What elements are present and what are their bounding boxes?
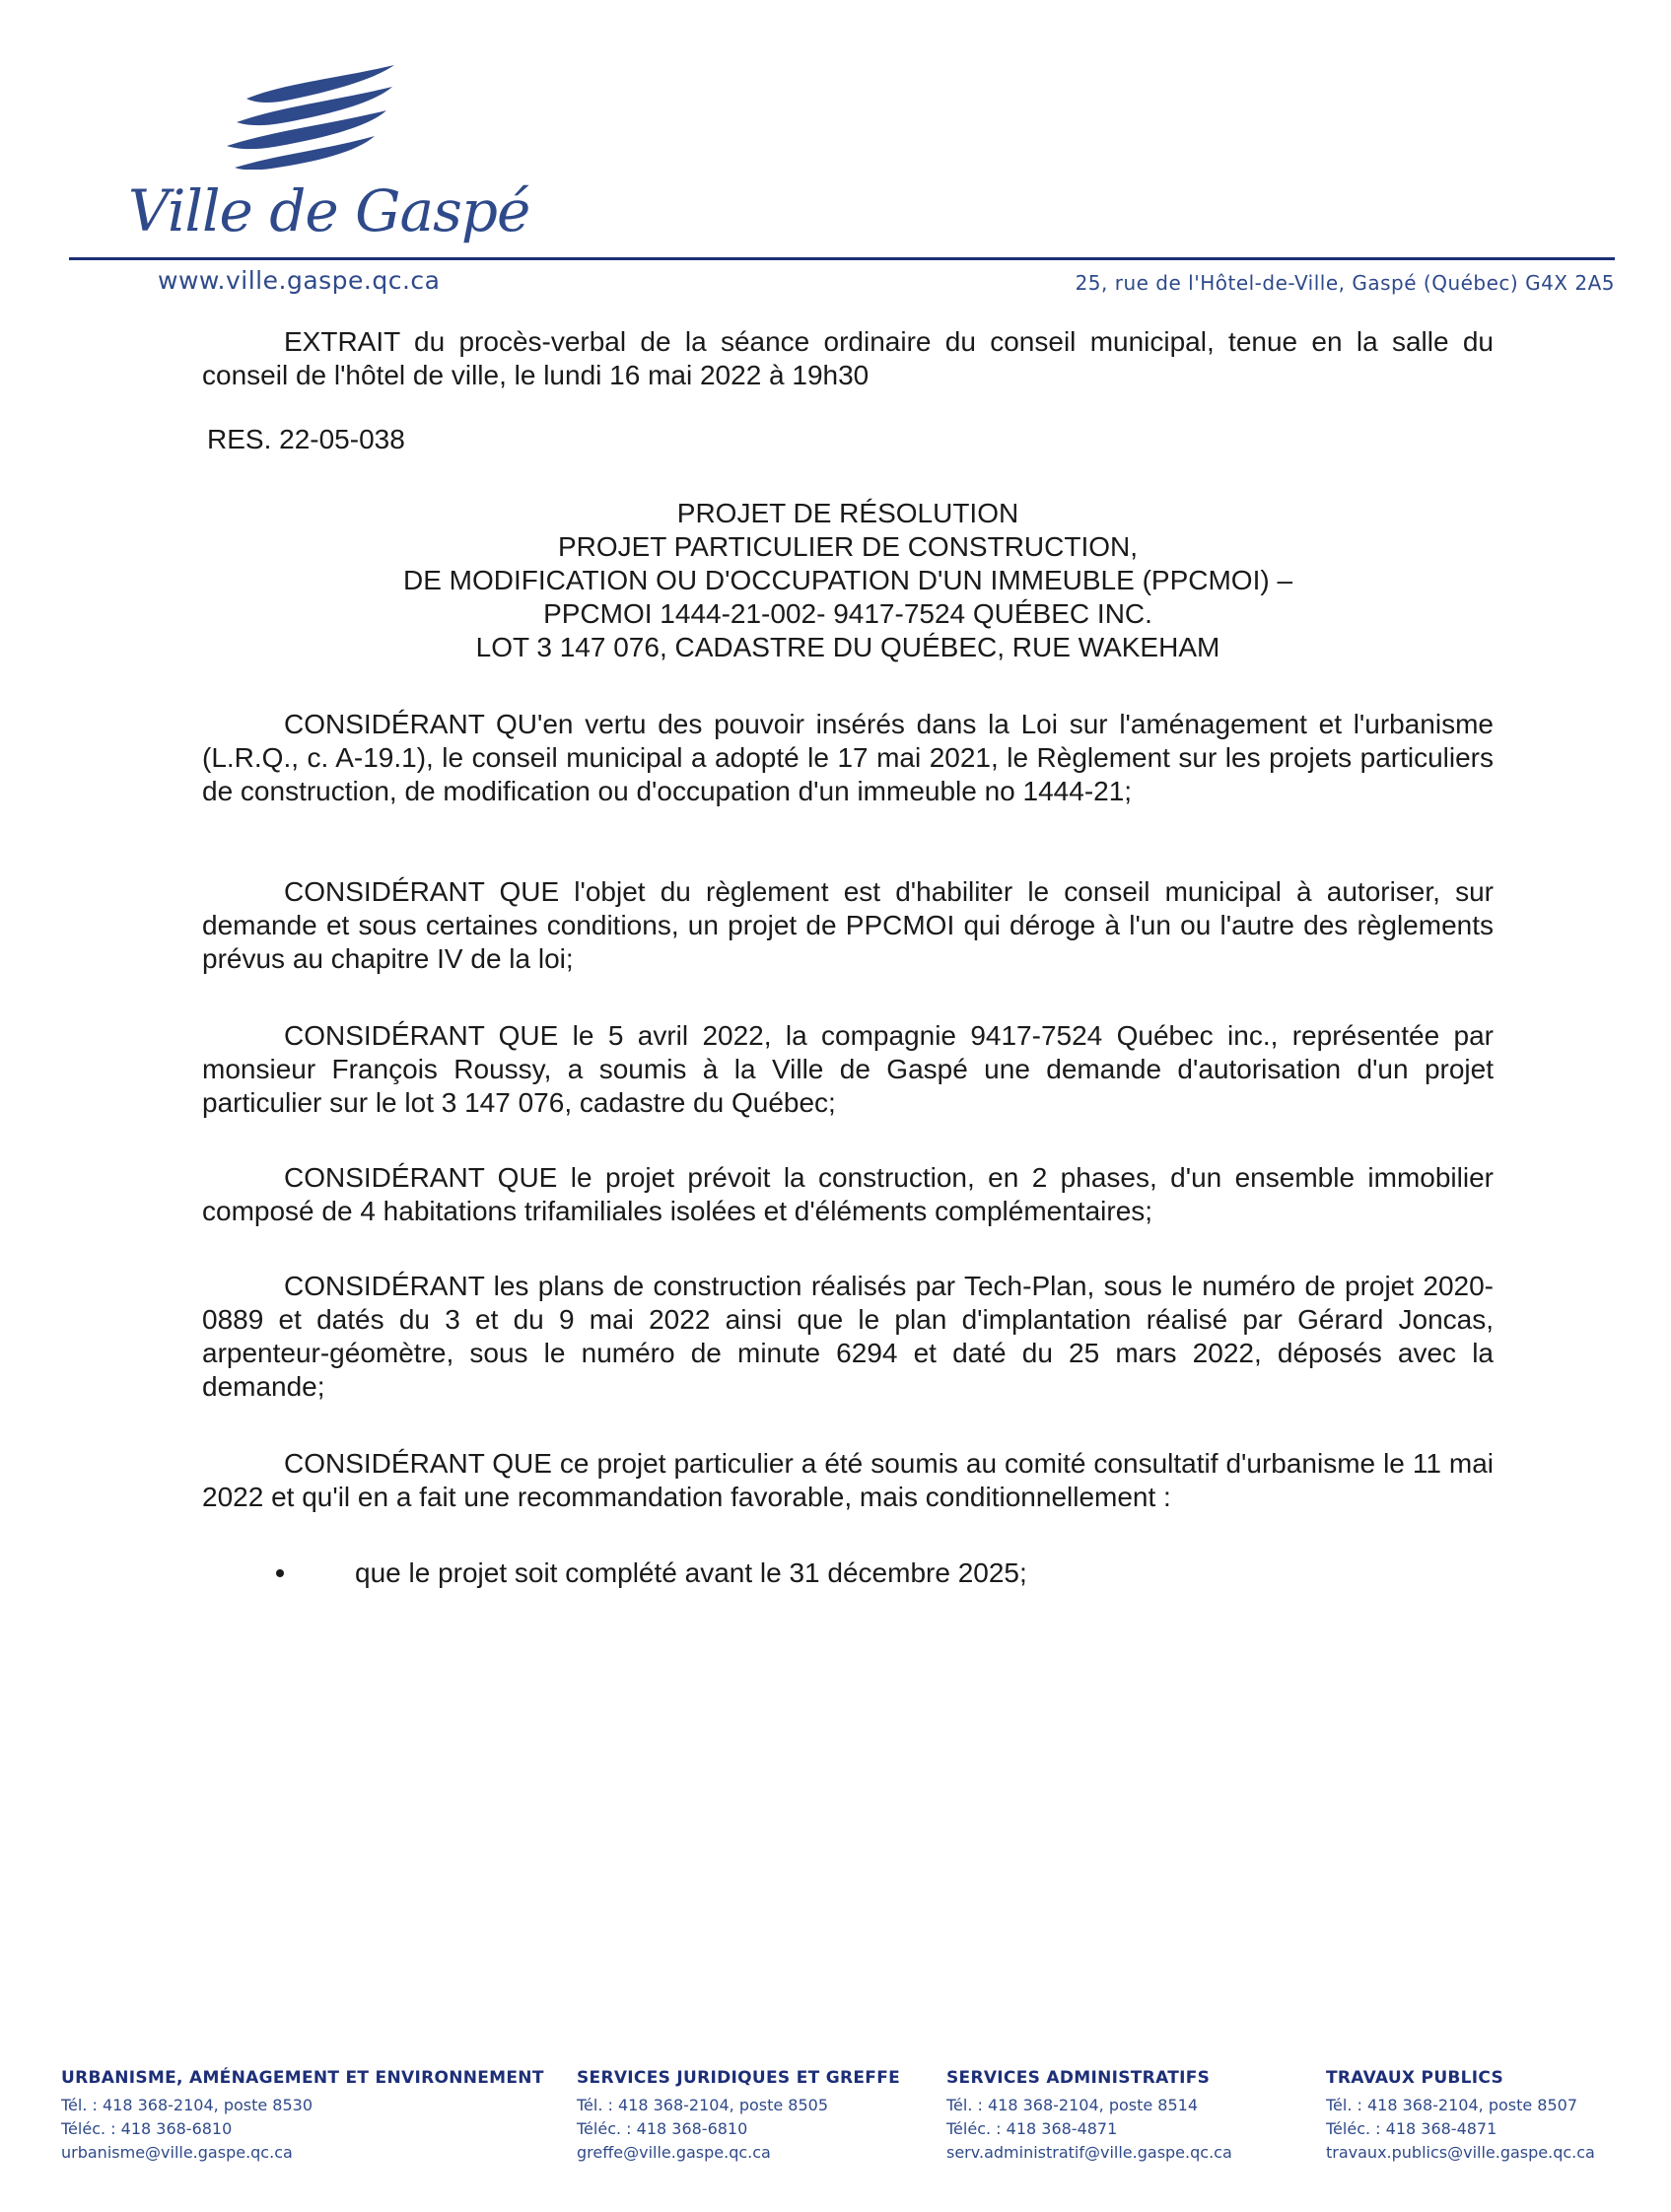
- department-email[interactable]: urbanisme@ville.gaspe.qc.ca: [61, 2143, 293, 2162]
- title-line: LOT 3 147 076, CADASTRE DU QUÉBEC, RUE WAKEHAM: [475, 632, 1220, 662]
- footer-department: [577, 2068, 900, 2165]
- footer-department: [1326, 2068, 1595, 2165]
- resolution-title: [202, 497, 1494, 664]
- footer-department: [61, 2068, 544, 2165]
- department-phone: Tél. : 418 368-2104, poste 8507: [1326, 2096, 1578, 2114]
- consideration-paragraph: CONSIDÉRANT QU'en vertu des pouvoir insérés dans la Loi sur l'aménagement et l'urbanisme (L.R.Q., c. A-19.1), le conseil municipal a adopté le 17 mai 2021, le Règlement sur les projets particuliers de construction, de modification ou d'occupation d'un immeuble no 1444-21;: [202, 709, 1494, 806]
- condition-list-item: [276, 1557, 1027, 1589]
- resolution-number: RES. 22-05-038: [207, 424, 405, 454]
- department-phone: Tél. : 418 368-2104, poste 8505: [577, 2096, 829, 2114]
- department-fax: Téléc. : 418 368-4871: [946, 2119, 1118, 2138]
- wave-logo-icon: [227, 61, 404, 170]
- footer: [0, 2068, 1671, 2177]
- header-divider: [69, 257, 1615, 260]
- department-name: SERVICES JURIDIQUES ET GREFFE: [577, 2068, 901, 2088]
- footer-department: [946, 2068, 1232, 2165]
- title-line: PROJET PARTICULIER DE CONSTRUCTION,: [557, 531, 1139, 562]
- city-logo: [123, 61, 530, 258]
- consideration-paragraph: CONSIDÉRANT QUE le 5 avril 2022, la compagnie 9417-7524 Québec inc., représentée par monsieur François Roussy, a soumis à la Ville de Gaspé une demande d'autorisation d'un projet particulier sur le lot 3 147 076, cadastre du Québec;: [202, 1020, 1494, 1118]
- department-fax: Téléc. : 418 368-6810: [61, 2119, 233, 2138]
- website-link[interactable]: www.ville.gaspe.qc.ca: [158, 266, 441, 295]
- title-line: PPCMOI 1444-21-002- 9417-7524 QUÉBEC INC.: [543, 598, 1152, 629]
- title-line: PROJET DE RÉSOLUTION: [676, 498, 1019, 528]
- city-address: 25, rue de l'Hôtel-de-Ville, Gaspé (Québec) G4X 2A5: [1075, 271, 1615, 295]
- department-email[interactable]: travaux.publics@ville.gaspe.qc.ca: [1326, 2143, 1595, 2162]
- department-fax: Téléc. : 418 368-4871: [1326, 2119, 1497, 2138]
- consideration-paragraph: CONSIDÉRANT les plans de construction réalisés par Tech-Plan, sous le numéro de projet 2020-0889 et datés du 3 et du 9 mai 2022 ainsi que le plan d'implantation réalisé par Gérard Joncas, arpenteur-géomètre, sous le numéro de minute 6294 et daté du 25 mars 2022, déposés avec la demande;: [202, 1271, 1494, 1402]
- department-email[interactable]: greffe@ville.gaspe.qc.ca: [577, 2143, 771, 2162]
- consideration-paragraph: CONSIDÉRANT QUE le projet prévoit la construction, en 2 phases, d'un ensemble immobilier composé de 4 habitations trifamiliales isolées et d'éléments complémentaires;: [202, 1162, 1494, 1226]
- bullet-icon: [276, 1569, 284, 1577]
- title-line: DE MODIFICATION OU D'OCCUPATION D'UN IMMEUBLE (PPCMOI) –: [402, 565, 1293, 595]
- department-name: TRAVAUX PUBLICS: [1326, 2068, 1504, 2088]
- extract-intro: EXTRAIT du procès-verbal de la séance ordinaire du conseil municipal, tenue en la salle du conseil de l'hôtel de ville, le lundi 16 mai 2022 à 19h30: [202, 326, 1494, 390]
- department-name: URBANISME, AMÉNAGEMENT ET ENVIRONNEMENT: [61, 2068, 544, 2088]
- department-phone: Tél. : 418 368-2104, poste 8514: [946, 2096, 1199, 2114]
- department-name: SERVICES ADMINISTRATIFS: [946, 2068, 1211, 2088]
- department-phone: Tél. : 418 368-2104, poste 8530: [61, 2096, 313, 2114]
- extract-intro-block: [202, 325, 1494, 392]
- consideration-paragraph: CONSIDÉRANT QUE l'objet du règlement est d'habiliter le conseil municipal à autoriser, sur demande et sous certaines conditions, un projet de PPCMOI qui déroge à l'un ou l'autre des règlements prévus au chapitre IV de la loi;: [202, 876, 1494, 974]
- consideration-paragraph: CONSIDÉRANT QUE ce projet particulier a été soumis au comité consultatif d'urbanisme le 11 mai 2022 et qu'il en a fait une recommandation favorable, mais conditionnellement :: [202, 1448, 1494, 1512]
- condition-text: que le projet soit complété avant le 31 décembre 2025;: [355, 1557, 1027, 1588]
- department-fax: Téléc. : 418 368-6810: [577, 2119, 748, 2138]
- logo-text: Ville de Gaspé: [128, 177, 530, 244]
- department-email[interactable]: serv.administratif@ville.gaspe.qc.ca: [946, 2143, 1232, 2162]
